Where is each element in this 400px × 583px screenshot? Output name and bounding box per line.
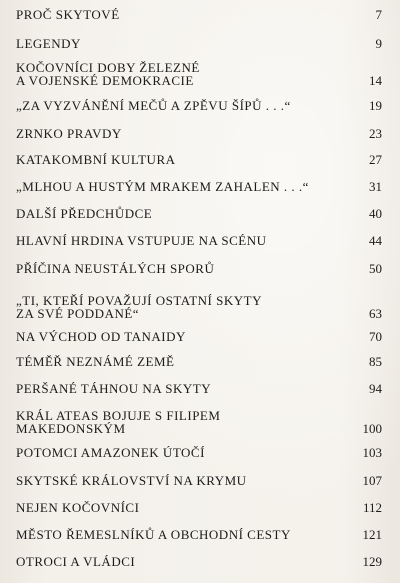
- toc-entry: [16, 127, 382, 140]
- toc-entry-title: SKYTSKÉ KRÁLOVSTVÍ NA KRYMU: [16, 473, 247, 488]
- toc-entry-page: 85: [369, 354, 382, 369]
- toc-entry-title: NEJEN KOČOVNÍCI: [16, 500, 140, 515]
- toc-entry-page: 7: [375, 7, 382, 22]
- toc-entry: [16, 555, 382, 568]
- toc-entry-page: 50: [369, 261, 382, 276]
- toc-entry: [16, 99, 382, 112]
- toc-entry-title: PROČ SKYTOVÉ: [16, 7, 120, 22]
- toc-entry-title: KATAKOMBNÍ KULTURA: [16, 152, 176, 167]
- toc-entry-title: KOČOVNÍCI DOBY ŽELEZNÉ A VOJENSKÉ DEMOKRACIE: [16, 60, 200, 88]
- toc-entry-title: ZRNKO PRAVDY: [16, 126, 122, 141]
- toc-entry-page: 40: [369, 206, 382, 221]
- toc-entry: [16, 446, 382, 459]
- toc-entry-page: 121: [362, 527, 382, 542]
- toc-entry-page: 14: [369, 73, 382, 88]
- toc-entry-page: 70: [369, 329, 382, 344]
- toc-entry: [16, 262, 382, 275]
- toc-entry: [16, 234, 382, 247]
- toc-entry: [16, 153, 382, 166]
- toc-entry: [16, 294, 382, 320]
- toc-entry-page: 129: [362, 554, 382, 569]
- toc-entry: [16, 180, 382, 193]
- toc-entry-page: 103: [362, 445, 382, 460]
- toc-entry-title: KRÁL ATEAS BOJUJE S FILIPEM MAKEDONSKÝM: [16, 408, 221, 436]
- toc-entry-title: „MLHOU A HUSTÝM MRAKEM ZAHALEN . . .“: [16, 179, 309, 194]
- toc-entry-page: 107: [362, 473, 382, 488]
- toc-entry: [16, 207, 382, 220]
- toc-entry-title: HLAVNÍ HRDINA VSTUPUJE NA SCÉNU: [16, 233, 267, 248]
- toc-entry: [16, 61, 382, 87]
- toc-entry-page: 63: [369, 306, 382, 321]
- toc-entry-title: MĚSTO ŘEMESLNÍKŮ A OBCHODNÍ CESTY: [16, 527, 291, 542]
- toc-entry: [16, 474, 382, 487]
- toc-entry-page: 9: [375, 36, 382, 51]
- toc-entry-page: 27: [369, 152, 382, 167]
- toc-entry-title: DALŠÍ PŘEDCHŮDCE: [16, 206, 153, 221]
- toc-entry: [16, 528, 382, 541]
- toc-entry-title: „TI, KTEŘÍ POVAŽUJÍ OSTATNÍ SKYTY ZA SVÉ PODDANÉ“: [16, 293, 262, 321]
- toc-entry-title: POTOMCI AMAZONEK ÚTOČÍ: [16, 445, 205, 460]
- toc-entry-title: NA VÝCHOD OD TANAIDY: [16, 329, 186, 344]
- toc-entry: [16, 382, 382, 395]
- toc-entry-page: 100: [362, 421, 382, 436]
- toc-entry: [16, 501, 382, 514]
- toc-entry-title: LEGENDY: [16, 36, 81, 51]
- toc-entry-title: PERŠANÉ TÁHNOU NA SKYTY: [16, 381, 212, 396]
- toc-entry-page: 31: [369, 179, 382, 194]
- toc-entry-page: 44: [369, 233, 382, 248]
- toc-entry-title: OTROCI A VLÁDCI: [16, 554, 136, 569]
- toc-entry-page: 112: [362, 500, 382, 515]
- toc-entry: [16, 355, 382, 368]
- toc-entry-title: „ZA VYZVÁNĚNÍ MEČŮ A ZPĚVU ŠÍPŮ . . .“: [16, 98, 291, 113]
- toc-entry: [16, 409, 382, 435]
- toc-entry-title: TÉMĚŘ NEZNÁMÉ ZEMĚ: [16, 354, 175, 369]
- toc-entry-page: 23: [369, 126, 382, 141]
- toc-entry: [16, 37, 382, 50]
- toc-entry: [16, 330, 382, 343]
- toc-entry-page: 19: [369, 98, 382, 113]
- toc-entry-page: 94: [369, 381, 382, 396]
- toc-entry-title: PŘÍČINA NEUSTÁLÝCH SPORŮ: [16, 261, 215, 276]
- toc-entry: [16, 8, 382, 21]
